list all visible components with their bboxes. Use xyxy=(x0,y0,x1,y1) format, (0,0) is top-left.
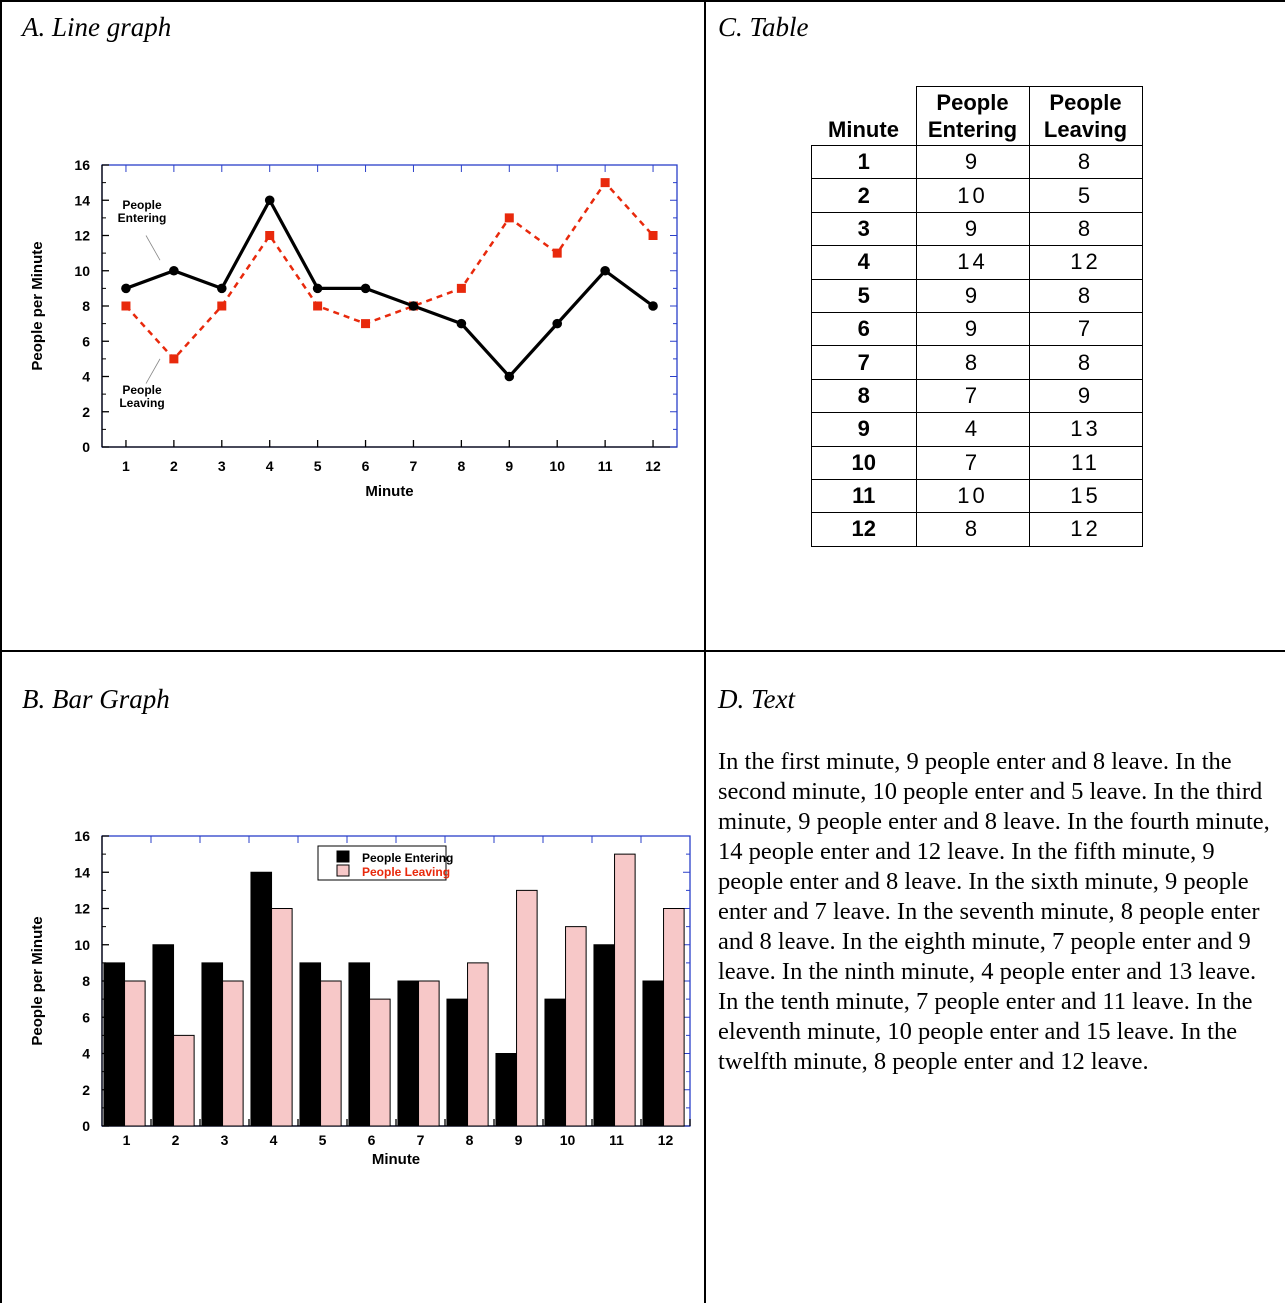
y-axis-label: People per Minute xyxy=(29,916,46,1046)
panel-title-bar: B. Bar Graph xyxy=(22,684,170,714)
y-axis-label: People per Minute xyxy=(29,241,46,371)
panel-title-table: C. Table xyxy=(718,12,809,42)
table-cell-minute: 8 xyxy=(812,379,917,412)
legend xyxy=(318,846,453,880)
table-cell-entering: 8 xyxy=(916,513,1029,546)
description-paragraph: In the first minute, 9 people enter and 8 leave. In the second minute, 10 people enter and 5 leave. In the third minute, 9 people enter and 8 leave. In the fourth minute, 14 people enter and 12 leave. In the fifth minute, 9 people enter and 8 leave. In the sixth minute, 9 people enter and 7 leave. In the seventh minute, 8 people enter and 8 leave. In the eighth minute, 7 people enter and 9 leave. In the ninth minute, 4 people enter and 13 leave. In the tenth minute, 7 people enter and 11 leave. In the eleventh minute, 10 people enter and 15 leave. In the twelfth minute, 8 people enter and 12 leave. xyxy=(718,748,1270,1075)
data-table xyxy=(811,86,1143,547)
table-cell-leaving: 5 xyxy=(1029,179,1142,212)
x-tick-label: 12 xyxy=(657,1132,674,1148)
bar-chart xyxy=(0,652,700,1302)
y-tick-label: 10 xyxy=(74,936,90,953)
table-cell-leaving: 12 xyxy=(1029,513,1142,546)
x-tick-label: 3 xyxy=(217,458,226,474)
series-label-entering-line1: People xyxy=(122,198,162,213)
y-tick-label: 6 xyxy=(82,333,90,350)
data-point-leaving xyxy=(361,319,370,328)
data-point-entering xyxy=(457,319,467,329)
series-label-leaving-line2: Leaving xyxy=(119,396,165,411)
x-tick-label: 9 xyxy=(514,1132,523,1148)
x-tick-label: 7 xyxy=(416,1132,425,1148)
bar-entering xyxy=(643,981,664,1126)
table-row xyxy=(812,312,1143,345)
table-cell-entering: 10 xyxy=(916,179,1029,212)
data-point-leaving xyxy=(169,354,178,363)
table-header-row xyxy=(812,87,1143,146)
table-cell-minute: 10 xyxy=(812,446,917,479)
bar-leaving xyxy=(223,981,244,1126)
series-line-leaving xyxy=(126,183,653,359)
bar-entering xyxy=(496,1054,517,1127)
data-point-entering xyxy=(217,284,227,294)
bar-leaving xyxy=(370,999,391,1126)
x-tick-label: 6 xyxy=(367,1132,376,1148)
data-point-entering xyxy=(648,301,658,311)
x-axis-label: Minute xyxy=(371,1151,421,1168)
bar-entering xyxy=(104,963,125,1126)
data-point-leaving xyxy=(265,231,274,240)
y-tick-label: 6 xyxy=(82,1009,90,1026)
table-cell-leaving: 8 xyxy=(1029,279,1142,312)
x-tick-label: 7 xyxy=(409,458,418,474)
y-tick-label: 0 xyxy=(82,439,90,455)
table-cell-minute: 9 xyxy=(812,413,917,446)
bar-leaving xyxy=(321,981,342,1126)
x-tick-label: 2 xyxy=(169,458,178,474)
x-tick-label: 4 xyxy=(265,458,274,474)
bar-leaving xyxy=(664,909,685,1127)
y-tick-label: 10 xyxy=(74,262,90,279)
table-row xyxy=(812,479,1143,512)
table-cell-entering: 9 xyxy=(916,312,1029,345)
bar-leaving xyxy=(174,1035,195,1126)
y-tick-label: 16 xyxy=(74,828,90,844)
table-cell-minute: 1 xyxy=(812,146,917,179)
data-point-leaving xyxy=(313,302,322,311)
table-header-entering xyxy=(916,87,1029,146)
legend-label-leaving: People Leaving xyxy=(362,865,451,879)
line-chart xyxy=(0,0,700,650)
table-cell-entering: 9 xyxy=(916,279,1029,312)
data-point-entering xyxy=(552,319,562,329)
data-point-entering xyxy=(504,372,514,382)
data-point-entering xyxy=(361,284,371,294)
x-tick-label: 5 xyxy=(313,458,322,474)
x-tick-label: 8 xyxy=(457,458,466,474)
data-point-entering xyxy=(409,301,419,311)
table-row xyxy=(812,279,1143,312)
x-tick-label: 11 xyxy=(597,458,613,474)
table-cell-leaving: 11 xyxy=(1029,446,1142,479)
table-cell-minute: 6 xyxy=(812,312,917,345)
bar-entering xyxy=(545,999,566,1126)
data-point-leaving xyxy=(601,178,610,187)
bar-leaving xyxy=(566,927,587,1126)
bar-leaving xyxy=(419,981,440,1126)
panel-title-line: A. Line graph xyxy=(22,12,172,42)
table-cell-minute: 7 xyxy=(812,346,917,379)
table-cell-minute: 4 xyxy=(812,246,917,279)
y-tick-label: 12 xyxy=(74,227,90,244)
series-label-leaving-line1: People xyxy=(122,383,162,398)
table-cell-minute: 5 xyxy=(812,279,917,312)
data-point-entering xyxy=(600,266,610,276)
table-cell-entering: 9 xyxy=(916,146,1029,179)
bar-leaving xyxy=(615,854,636,1126)
y-tick-label: 4 xyxy=(82,1045,90,1062)
table-row xyxy=(812,413,1143,446)
bar-entering xyxy=(398,981,419,1126)
x-tick-label: 5 xyxy=(318,1132,327,1148)
data-point-entering xyxy=(313,284,323,294)
legend-label-entering: People Entering xyxy=(362,851,454,865)
x-tick-label: 2 xyxy=(171,1132,180,1148)
table-cell-entering: 7 xyxy=(916,446,1029,479)
x-tick-label: 1 xyxy=(122,458,130,474)
y-tick-label: 14 xyxy=(74,864,90,881)
table-cell-entering: 10 xyxy=(916,479,1029,512)
data-point-entering xyxy=(121,284,131,294)
table-header-entering-text: People Entering xyxy=(927,90,1018,142)
table-header-minute xyxy=(812,87,917,146)
table-cell-entering: 4 xyxy=(916,413,1029,446)
table-cell-minute: 2 xyxy=(812,179,917,212)
table-row xyxy=(812,379,1143,412)
table-cell-minute: 12 xyxy=(812,513,917,546)
leader-line-entering xyxy=(146,236,160,261)
table-header-leaving xyxy=(1029,87,1142,146)
table-cell-entering: 8 xyxy=(916,346,1029,379)
table-cell-leaving: 12 xyxy=(1029,246,1142,279)
table-cell-leaving: 15 xyxy=(1029,479,1142,512)
x-axis-label: Minute xyxy=(365,483,414,500)
x-tick-label: 4 xyxy=(269,1132,278,1148)
table-cell-leaving: 7 xyxy=(1029,312,1142,345)
table-row xyxy=(812,446,1143,479)
y-tick-label: 4 xyxy=(82,368,90,385)
data-point-leaving xyxy=(553,249,562,258)
legend-swatch-entering xyxy=(337,851,349,862)
bar-leaving xyxy=(468,963,489,1126)
table-header-leaving-text: People Leaving xyxy=(1043,90,1128,142)
data-point-leaving xyxy=(457,284,466,293)
bar-leaving xyxy=(272,909,293,1127)
table-row xyxy=(812,146,1143,179)
table-cell-minute: 11 xyxy=(812,479,917,512)
x-tick-label: 6 xyxy=(361,458,370,474)
bar-leaving xyxy=(517,890,538,1126)
table-cell-leaving: 8 xyxy=(1029,212,1142,245)
table-cell-entering: 7 xyxy=(916,379,1029,412)
bar-entering xyxy=(202,963,223,1126)
data-point-entering xyxy=(265,195,275,205)
bar-entering xyxy=(251,872,272,1126)
y-tick-label: 12 xyxy=(74,900,90,917)
x-tick-label: 3 xyxy=(220,1132,229,1148)
y-tick-label: 8 xyxy=(82,298,90,314)
bar-entering xyxy=(594,945,615,1126)
data-point-leaving xyxy=(121,302,130,311)
table-cell-entering: 14 xyxy=(916,246,1029,279)
table-cell-minute: 3 xyxy=(812,212,917,245)
x-tick-label: 10 xyxy=(549,458,565,474)
table-row xyxy=(812,212,1143,245)
table-header-minute-text: Minute xyxy=(828,117,899,142)
y-tick-label: 0 xyxy=(82,1118,90,1134)
table-row xyxy=(812,179,1143,212)
x-tick-label: 11 xyxy=(609,1132,624,1148)
table-row xyxy=(812,513,1143,546)
data-point-entering xyxy=(169,266,179,276)
legend-swatch-leaving xyxy=(337,865,349,876)
leader-line-leaving xyxy=(146,359,160,384)
table-row xyxy=(812,346,1143,379)
x-tick-label: 12 xyxy=(645,458,661,474)
bar-entering xyxy=(300,963,321,1126)
data-point-leaving xyxy=(217,302,226,311)
y-tick-label: 2 xyxy=(82,1081,90,1098)
bar-leaving xyxy=(125,981,146,1126)
x-tick-label: 10 xyxy=(559,1132,576,1148)
table-cell-leaving: 8 xyxy=(1029,346,1142,379)
table-cell-leaving: 9 xyxy=(1029,379,1142,412)
series-label-entering-line2: Entering xyxy=(117,211,167,226)
y-tick-label: 2 xyxy=(82,403,90,420)
x-tick-label: 9 xyxy=(505,458,514,474)
table-cell-entering: 9 xyxy=(916,212,1029,245)
table-cell-leaving: 13 xyxy=(1029,413,1142,446)
y-tick-label: 8 xyxy=(82,973,90,989)
table-row xyxy=(812,246,1143,279)
bar-entering xyxy=(447,999,468,1126)
y-tick-label: 14 xyxy=(74,192,90,209)
plot-frame xyxy=(102,165,677,447)
y-tick-label: 16 xyxy=(74,157,90,173)
bar-entering xyxy=(153,945,174,1126)
x-tick-label: 8 xyxy=(465,1132,474,1148)
panel-title-text: D. Text xyxy=(718,684,796,714)
bar-entering xyxy=(349,963,370,1126)
table-cell-leaving: 8 xyxy=(1029,146,1142,179)
data-point-leaving xyxy=(505,213,514,222)
x-tick-label: 1 xyxy=(122,1132,131,1148)
data-point-leaving xyxy=(649,231,658,240)
